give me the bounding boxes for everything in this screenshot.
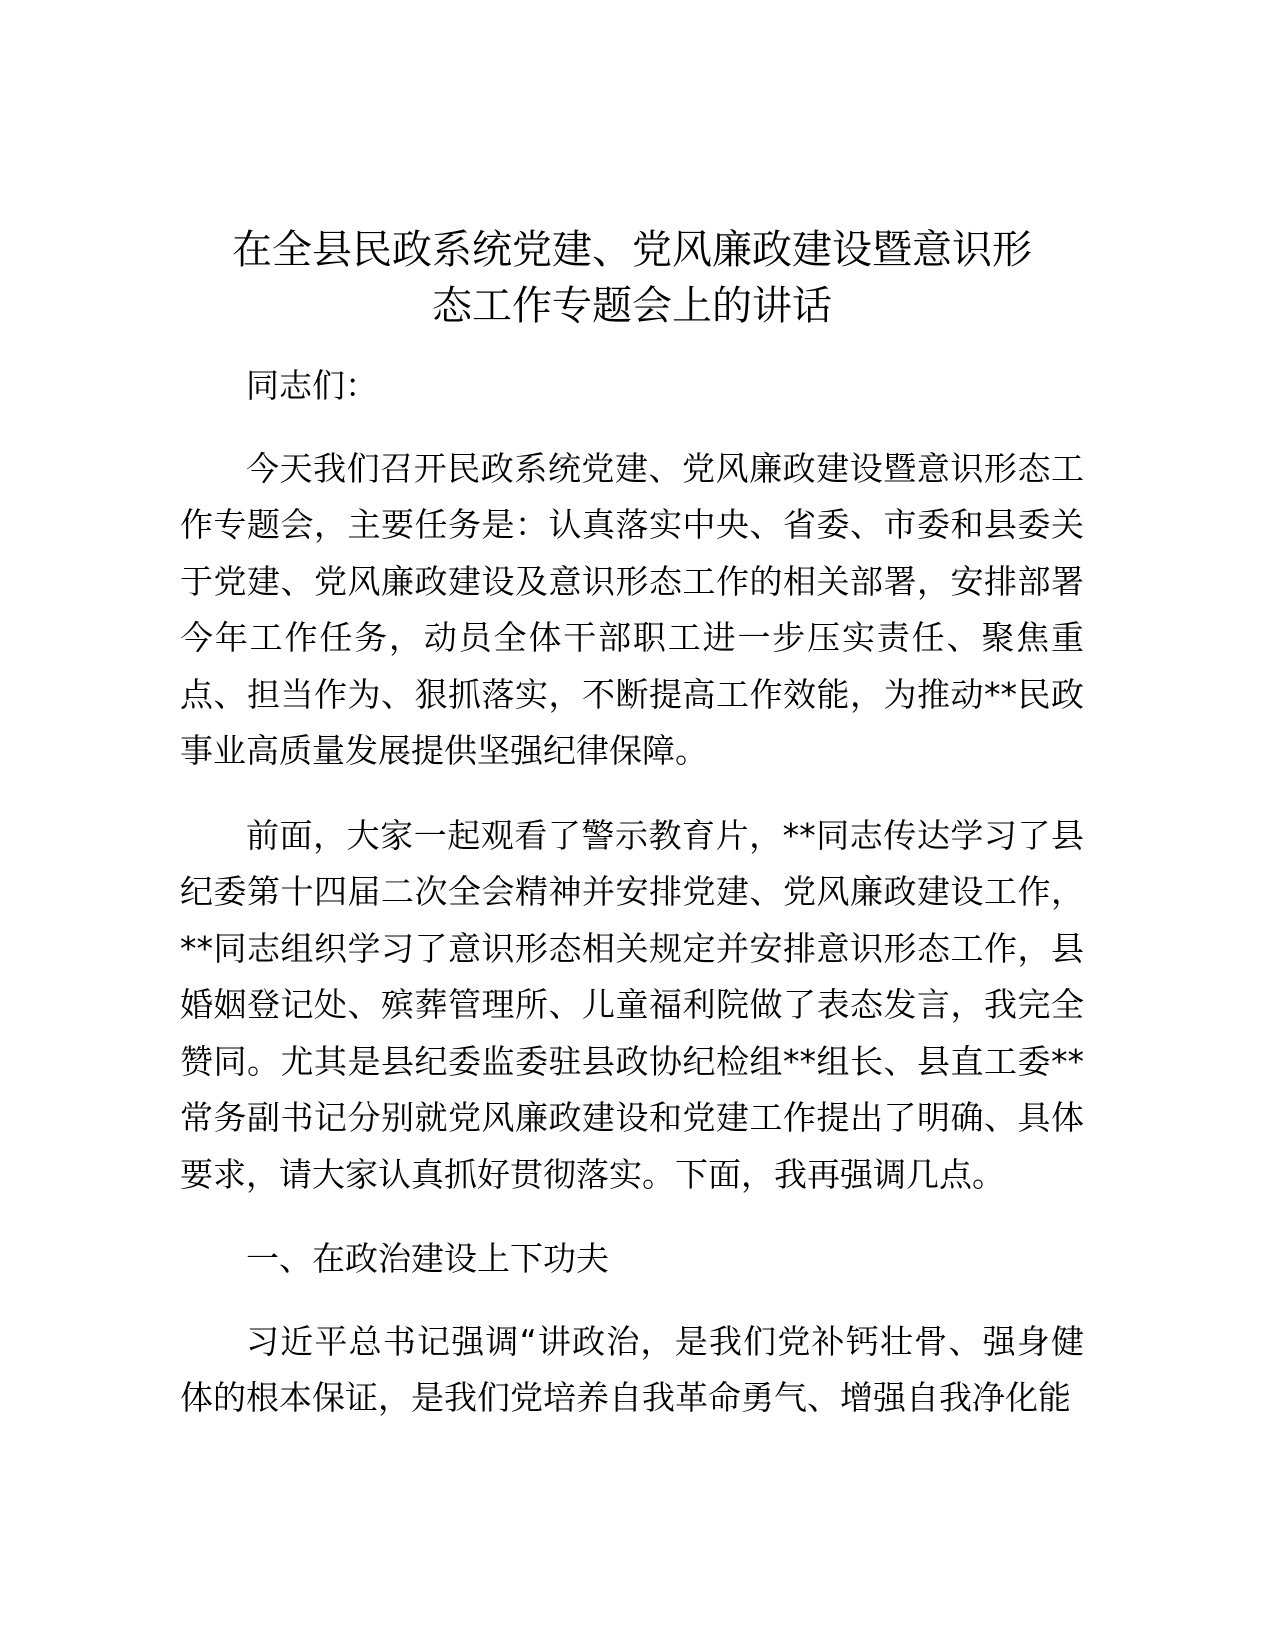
paragraph-1: 今天我们召开民政系统党建、党风廉政建设暨意识形态工作专题会，主要任务是：认真落实中央、省委、市委和县委关于党建、党风廉政建设及意识形态工作的相关部署，安排部署今年工作任务，动员全体干部职工进一步压实责任、聚焦重点、担当作为、狠抓落实，不断提高工作效能，为推动**民政事业高质量发展提供坚强纪律保障。	[180, 448, 1084, 770]
paragraph-2: 前面，大家一起观看了警示教育片，**同志传达学习了县纪委第十四届二次全会精神并安排党建、党风廉政建设工作，**同志组织学习了意识形态相关规定并安排意识形态工作，县婚姻登记处、殡葬管理所、儿童福利院做了表态发言，我完全赞同。尤其是县纪委监委驻县政协纪检组**组长、县直工委**常务副书记分别就党风廉政建设和党建工作提出了明确、具体要求，请大家认真抓好贯彻落实。下面，我再强调几点。	[180, 815, 1084, 1194]
document-body	[180, 358, 1084, 1455]
document-title	[180, 222, 1084, 334]
section-paragraph: 习近平总书记强调“讲政治，是我们党补钙壮骨、强身健体的根本保证，是我们党培养自我革命勇气、增强自我净化能	[180, 1321, 1084, 1417]
title-line-2: 态工作专题会上的讲话	[432, 283, 832, 329]
document-page	[180, 0, 1084, 1650]
greeting: 同志们：	[246, 366, 378, 405]
section-heading: 一、在政治建设上下功夫	[246, 1239, 609, 1278]
title-line-1: 在全县民政系统党建、党风廉政建设暨意识形	[232, 227, 1032, 273]
